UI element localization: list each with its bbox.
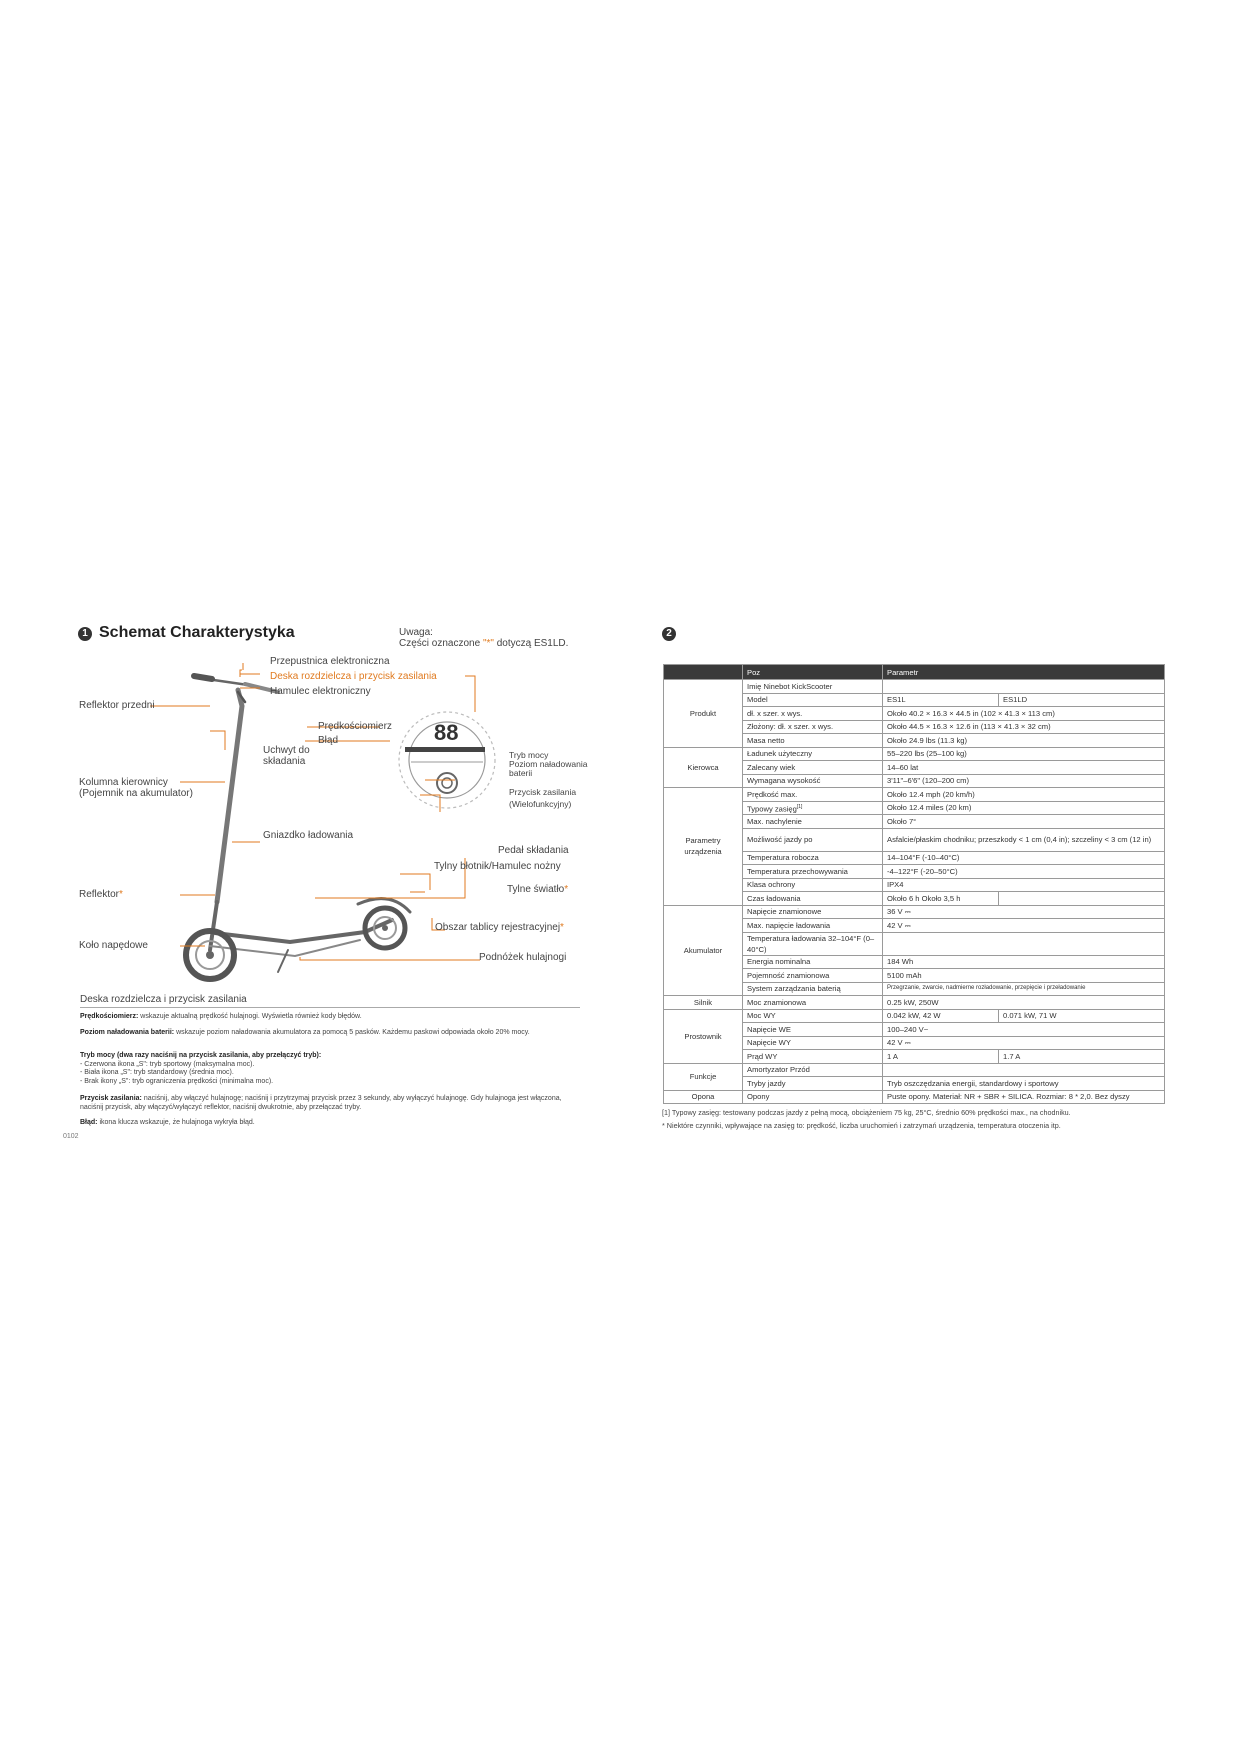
footnote-ref: [1] (796, 803, 803, 810)
value-cell: 5100 mAh (883, 969, 1165, 983)
label-fold-handle: Uchwyt do składania (263, 745, 310, 767)
item-cell: Możliwość jazdy po (743, 828, 883, 851)
category-cell: Produkt (664, 680, 743, 748)
value-cell: 1 A (883, 1050, 999, 1064)
item-cell: Pojemność znamionowa (743, 969, 883, 983)
value-cell: -4–122°F (-20–50°C) (883, 865, 1165, 879)
page-title: Schemat Charakterystyka (99, 624, 295, 641)
label-kickstand: Podnóżek hulajnogi (479, 952, 567, 963)
category-cell: Akumulator (664, 905, 743, 996)
section-badge: 1 (78, 627, 92, 641)
header-value: Parametr (883, 665, 1165, 680)
table-row (664, 905, 1165, 919)
item-cell: Moc WY (743, 1009, 883, 1023)
item-cell: Temperatura ładowania 32–104°F (0–40°C) (743, 932, 883, 955)
divider (80, 1007, 580, 1008)
value-cell (883, 1063, 1165, 1077)
label-power-mode: Tryb mocy (509, 750, 549, 760)
item-cell: Ładunek użyteczny (743, 747, 883, 761)
item-cell: Max. napięcie ładowania (743, 919, 883, 933)
item-cell: Temperatura przechowywania (743, 865, 883, 879)
stem (217, 690, 242, 902)
value-cell: Asfalcie/płaskim chodniku; przeszkody < 1 cm (0,4 in); szczeliny < 3 cm (12 in) (883, 828, 1165, 851)
value-cell: 14–104°F (-10–40°C) (883, 851, 1165, 865)
value-cell (883, 680, 1165, 694)
value-cell: Około 40.2 × 16.3 × 44.5 in (102 × 41.3 × 113 cm) (883, 707, 1165, 721)
item-cell: dł. x szer. x wys. (743, 707, 883, 721)
item-cell: Temperatura robocza (743, 851, 883, 865)
value-cell: 100–240 V~ (883, 1023, 1165, 1037)
value-cell: 42 V ⎓ (883, 919, 1165, 933)
label-battery-level: Poziom naładowania baterii (509, 759, 588, 778)
value-cell: 0.25 kW, 250W (883, 996, 1165, 1010)
value-cell: Puste opony. Materiał: NR + SBR + SILICA. Rozmiar: 8 * 2,0. Bez dyszy (883, 1090, 1165, 1104)
header-item: Poz (743, 665, 883, 680)
note (399, 627, 568, 649)
label-speedometer: Prędkościomierz (318, 721, 392, 732)
item-cell: Złożony: dł. x szer. x wys. (743, 720, 883, 734)
spec-table (663, 664, 1165, 1104)
header-empty (664, 665, 743, 680)
leader-lines (150, 663, 480, 960)
category-cell: Funkcje (664, 1063, 743, 1090)
item-cell: Klasa ochrony (743, 878, 883, 892)
item-cell: Opony (743, 1090, 883, 1104)
value-cell: ES1L (883, 693, 999, 707)
footnote-range: [1] Typowy zasięg: testowany podczas jazdy z pełną mocą, obciążeniem 75 kg, 25°C, średnio 60% prędkości max., na chodniku. (662, 1108, 1071, 1117)
item-cell: Napięcie WY (743, 1036, 883, 1050)
desc-power-button: Przycisk zasilania: naciśnij, aby włączyć hulajnogę; naciśnij i przytrzymaj przycisk przez 3 sekundy, aby wyłączyć hulajnogę. Gdy hulajnoga jest włączona, naciśnij przycisk, aby włączyć/wyłączyć reflektor, naciśnij dwukrotnie, aby przełączać tryby. (80, 1095, 562, 1111)
label-throttle: Przepustnica elektroniczna (270, 656, 390, 667)
table-row (664, 680, 1165, 694)
table-row (664, 996, 1165, 1010)
label-error: Błąd (318, 735, 339, 746)
category-cell: Opona (664, 1090, 743, 1104)
section-badge-2: 2 (662, 627, 676, 641)
item-cell: Energia nominalna (743, 955, 883, 969)
footnote-factors: * Niektóre czynniki, wpływające na zasięg to: prędkość, liczba uruchomień i zatrzymań urządzenia, temperatura otoczenia itp. (662, 1121, 1061, 1130)
desc-error: Błąd: ikona klucza wskazuje, że hulajnoga wykryła błąd. (80, 1119, 255, 1126)
item-cell: Masa netto (743, 734, 883, 748)
category-cell: Kierowca (664, 747, 743, 788)
label-drive-wheel: Koło napędowe (79, 940, 148, 951)
item-cell: Moc znamionowa (743, 996, 883, 1010)
table-row (664, 1063, 1165, 1077)
table-row (664, 1009, 1165, 1023)
item-cell: Imię Ninebot KickScooter (743, 680, 883, 694)
category-cell: Silnik (664, 996, 743, 1010)
table-row (664, 747, 1165, 761)
value-cell (883, 932, 1165, 955)
table-header (664, 665, 1165, 680)
desc-speedometer: Prędkościomierz: wskazuje aktualną prędkość hulajnogi. Wyświetla również kody błędów. (80, 1013, 362, 1020)
item-cell: Czas ładowania (743, 892, 883, 906)
section-title: Deska rozdzielcza i przycisk zasilania (80, 994, 247, 1005)
label-plate-area: Obszar tablicy rejestracyjnej* (435, 922, 564, 933)
label-dashboard: Deska rozdzielcza i przycisk zasilania (270, 671, 437, 682)
desc-battery: Poziom naładowania baterii: wskazuje poziom naładowania akumulatora za pomocą 5 pasków. Każdemu paskowi odpowiada około 20% mocy. (80, 1029, 530, 1036)
display-digits: 88 (434, 720, 459, 745)
value-cell: 3'11"–6'6" (120–200 cm) (883, 774, 1165, 788)
item-cell: Typowy zasięg[1] (743, 801, 883, 815)
category-cell: Prostownik (664, 1009, 743, 1063)
item-cell: Napięcie znamionowe (743, 905, 883, 919)
page-number: 0102 (63, 1133, 79, 1140)
note-text: Części oznaczone "*" dotyczą ES1LD. (399, 638, 569, 649)
label-reflector: Reflektor* (79, 889, 123, 900)
label-rear-light: Tylne światło* (507, 884, 569, 895)
value-cell: Około 12.4 mph (20 km/h) (883, 788, 1165, 802)
value-cell-2 (999, 892, 1165, 906)
value-cell: 36 V ⎓ (883, 905, 1165, 919)
value-cell: Około 12.4 miles (20 km) (883, 801, 1165, 815)
label-front-light: Reflektor przedni (79, 700, 155, 711)
table-row (664, 1090, 1165, 1104)
value-cell: 0.042 kW, 42 W (883, 1009, 999, 1023)
value-cell-2: 0.071 kW, 71 W (999, 1009, 1165, 1023)
item-cell: Wymagana wysokość (743, 774, 883, 788)
value-cell: IPX4 (883, 878, 1165, 892)
label-charge-port: Gniazdko ładowania (263, 830, 354, 841)
value-cell: Około 24.9 lbs (11.3 kg) (883, 734, 1165, 748)
value-cell: Około 44.5 × 16.3 × 12.6 in (113 × 41.3 × 32 cm) (883, 720, 1165, 734)
item-cell: Napięcie WE (743, 1023, 883, 1037)
label-power-button: Przycisk zasilania (Wielofunkcyjny) (509, 787, 577, 809)
item-cell: System zarządzania baterią (743, 982, 883, 996)
label-brake: Hamulec elektroniczny (270, 686, 371, 697)
label-stem: Kolumna kierownicy (Pojemnik na akumulator) (79, 777, 193, 799)
value-cell: 14–60 lat (883, 761, 1165, 775)
note-title: Uwaga: (399, 627, 433, 638)
value-cell: 55–220 lbs (25–100 kg) (883, 747, 1165, 761)
item-cell: Model (743, 693, 883, 707)
value-cell-2: ES1LD (999, 693, 1165, 707)
desc-power-mode: Tryb mocy (dwa razy naciśnij na przycisk zasilania, aby przełączyć tryb): - Czerwona ikona „S": tryb sportowy (maksymalna moc). - Biała ikona „S": tryb standardowy (średnia moc). - Brak ikony „S": tryb ograniczenia prędkości (minimalna moc). (80, 1052, 322, 1085)
value-cell: Około 7° (883, 815, 1165, 829)
item-cell: Prędkość max. (743, 788, 883, 802)
value-cell: Przegrzanie, zwarcie, nadmierne rozładowanie, przepięcie i przeładowanie (883, 982, 1165, 996)
item-cell: Amortyzator Przód (743, 1063, 883, 1077)
category-cell: Parametry urządzenia (664, 788, 743, 906)
value-cell: Około 6 h Około 3,5 h (883, 892, 999, 906)
value-cell-2: 1.7 A (999, 1050, 1165, 1064)
item-cell: Tryby jazdy (743, 1077, 883, 1091)
label-rear-fender: Tylny błotnik/Hamulec nożny (434, 861, 561, 872)
item-cell: Max. nachylenie (743, 815, 883, 829)
value-cell: Tryb oszczędzania energii, standardowy i sportowy (883, 1077, 1165, 1091)
item-cell: Prąd WY (743, 1050, 883, 1064)
value-cell: 184 Wh (883, 955, 1165, 969)
value-cell: 42 V ⎓ (883, 1036, 1165, 1050)
item-cell: Zalecany wiek (743, 761, 883, 775)
table-row (664, 788, 1165, 802)
label-fold-pedal: Pedał składania (498, 845, 569, 856)
